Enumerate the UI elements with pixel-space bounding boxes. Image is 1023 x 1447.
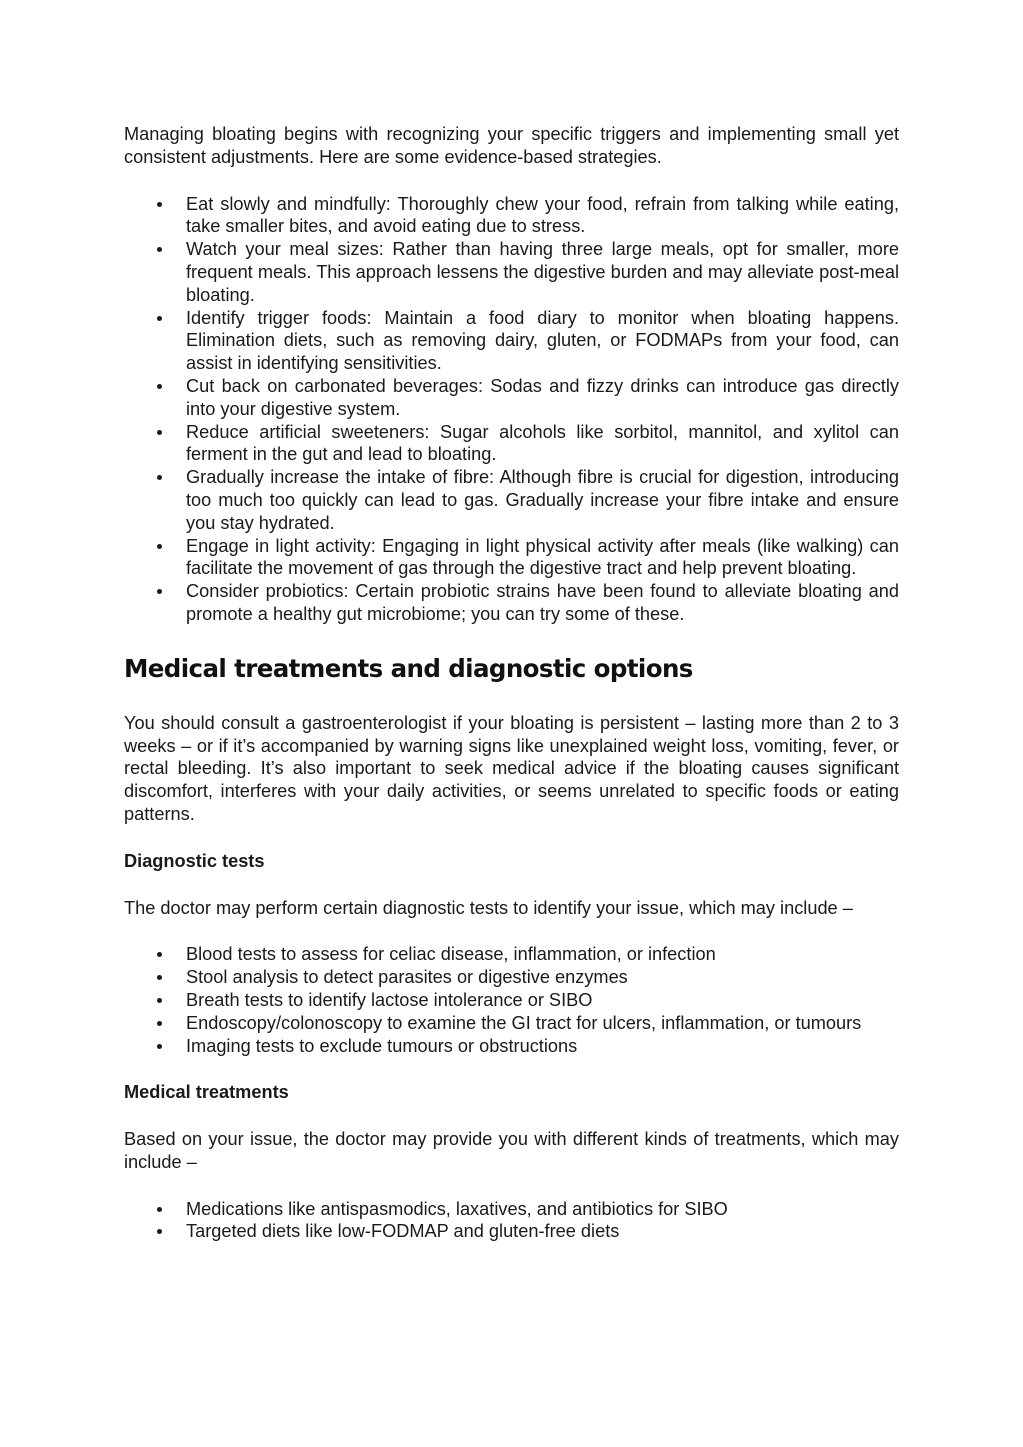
strategies-list bbox=[124, 193, 899, 626]
list-item: Engage in light activity: Engaging in light physical activity after meals (like walking) can facilitate the movement of gas through the digestive tract and help prevent bloating. bbox=[124, 535, 899, 581]
list-item: Breath tests to identify lactose intolerance or SIBO bbox=[124, 989, 899, 1012]
medical-treatments-heading: Medical treatments bbox=[124, 1082, 289, 1103]
list-item: Consider probiotics: Certain probiotic strains have been found to alleviate bloating and promote a healthy gut microbiome; you can try some of these. bbox=[124, 580, 899, 626]
consult-paragraph: You should consult a gastroenterologist if your bloating is persistent – lasting more than 2 to 3 weeks – or if it’s accompanied by warning signs like unexplained weight loss, vomiting, fever, or rectal bleeding. It’s also important to seek medical advice if the bloating causes significant discomfort, interferes with your daily activities, or seems unrelated to specific foods or eating patterns. bbox=[124, 712, 899, 824]
diagnostic-tests-heading: Diagnostic tests bbox=[124, 850, 265, 871]
list-item: Imaging tests to exclude tumours or obstructions bbox=[124, 1035, 899, 1058]
list-item: Eat slowly and mindfully: Thoroughly chew your food, refrain from talking while eating, take smaller bites, and avoid eating due to stress. bbox=[124, 193, 899, 239]
list-item: Endoscopy/colonoscopy to examine the GI tract for ulcers, inflammation, or tumours bbox=[124, 1012, 899, 1035]
list-item: Targeted diets like low-FODMAP and gluten-free diets bbox=[124, 1220, 899, 1243]
diagnostic-intro: The doctor may perform certain diagnostic tests to identify your issue, which may include – bbox=[124, 897, 853, 918]
list-item: Cut back on carbonated beverages: Sodas and fizzy drinks can introduce gas directly into your digestive system. bbox=[124, 375, 899, 421]
section-heading: Medical treatments and diagnostic options bbox=[124, 653, 693, 683]
list-item: Identify trigger foods: Maintain a food diary to monitor when bloating happens. Elimination diets, such as removing dairy, gluten, or FODMAPs from your food, can assist in identifying sensitivities. bbox=[124, 307, 899, 375]
treatments-intro: Based on your issue, the doctor may provide you with different kinds of treatments, which may include – bbox=[124, 1129, 899, 1172]
list-item: Watch your meal sizes: Rather than having three large meals, opt for smaller, more frequent meals. This approach lessens the digestive burden and may alleviate post-meal bloating. bbox=[124, 238, 899, 306]
list-item: Stool analysis to detect parasites or digestive enzymes bbox=[124, 966, 899, 989]
intro-paragraph: Managing bloating begins with recognizing your specific triggers and implementing small yet consistent adjustments. Here are some evidence-based strategies. bbox=[124, 124, 899, 167]
list-item: Reduce artificial sweeteners: Sugar alcohols like sorbitol, mannitol, and xylitol can ferment in the gut and lead to bloating. bbox=[124, 421, 899, 467]
document-page bbox=[124, 123, 899, 1243]
list-item: Medications like antispasmodics, laxatives, and antibiotics for SIBO bbox=[124, 1198, 899, 1221]
treatments-list bbox=[124, 1198, 899, 1244]
list-item: Gradually increase the intake of fibre: Although fibre is crucial for digestion, introducing too much too quickly can lead to gas. Gradually increase your fibre intake and ensure you stay hydrated. bbox=[124, 466, 899, 534]
diagnostic-tests-list bbox=[124, 943, 899, 1057]
list-item: Blood tests to assess for celiac disease, inflammation, or infection bbox=[124, 943, 899, 966]
